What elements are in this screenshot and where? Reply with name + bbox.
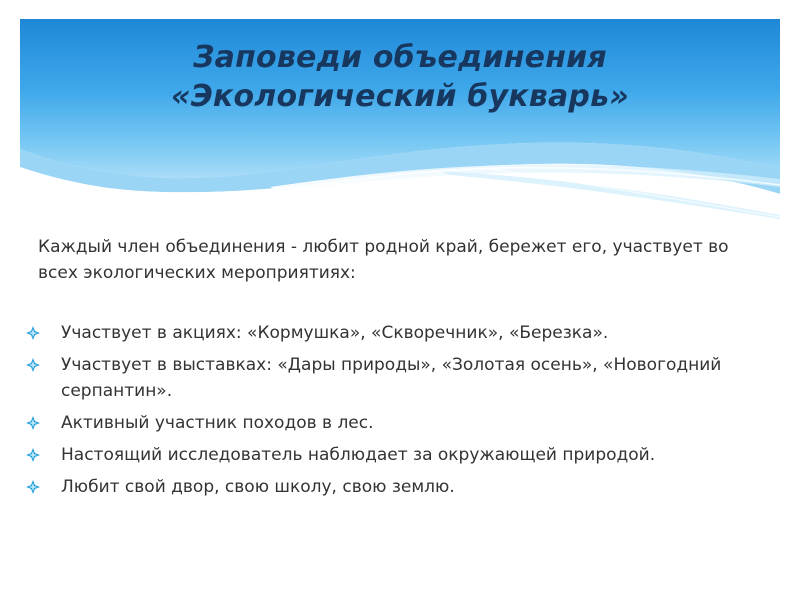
bullet-text: Настоящий исследователь наблюдает за окружающей природой.: [61, 445, 656, 465]
slide-title-line-2: «Экологический букварь»: [171, 79, 629, 114]
diamond-bullet-icon: [26, 326, 40, 340]
bullet-item: [26, 320, 786, 346]
diamond-bullet-icon: [26, 448, 40, 462]
diamond-bullet-icon: [26, 480, 40, 494]
slide-title: [20, 38, 780, 116]
intro-paragraph: Каждый член объединения - любит родной край, бережет его, участвует во всех экологических мероприятиях:: [38, 237, 729, 283]
bullet-item: [26, 352, 786, 404]
bullet-text: Участвует в выставках: «Дары природы», «Золотая осень», «Новогодний серпантин».: [61, 355, 722, 401]
diamond-bullet-icon: [26, 358, 40, 372]
bullet-list: [26, 320, 786, 506]
bullet-text: Активный участник походов в лес.: [61, 413, 374, 433]
bullet-text: Любит свой двор, свою школу, свою землю.: [61, 477, 455, 497]
diamond-bullet-icon: [26, 416, 40, 430]
bullet-text: Участвует в акциях: «Кормушка», «Скворечник», «Березка».: [61, 323, 609, 343]
slide-title-line-1: Заповеди объединения: [193, 40, 607, 75]
bullet-item: [26, 410, 786, 436]
bullet-item: [26, 474, 786, 500]
bullet-item: [26, 442, 786, 468]
